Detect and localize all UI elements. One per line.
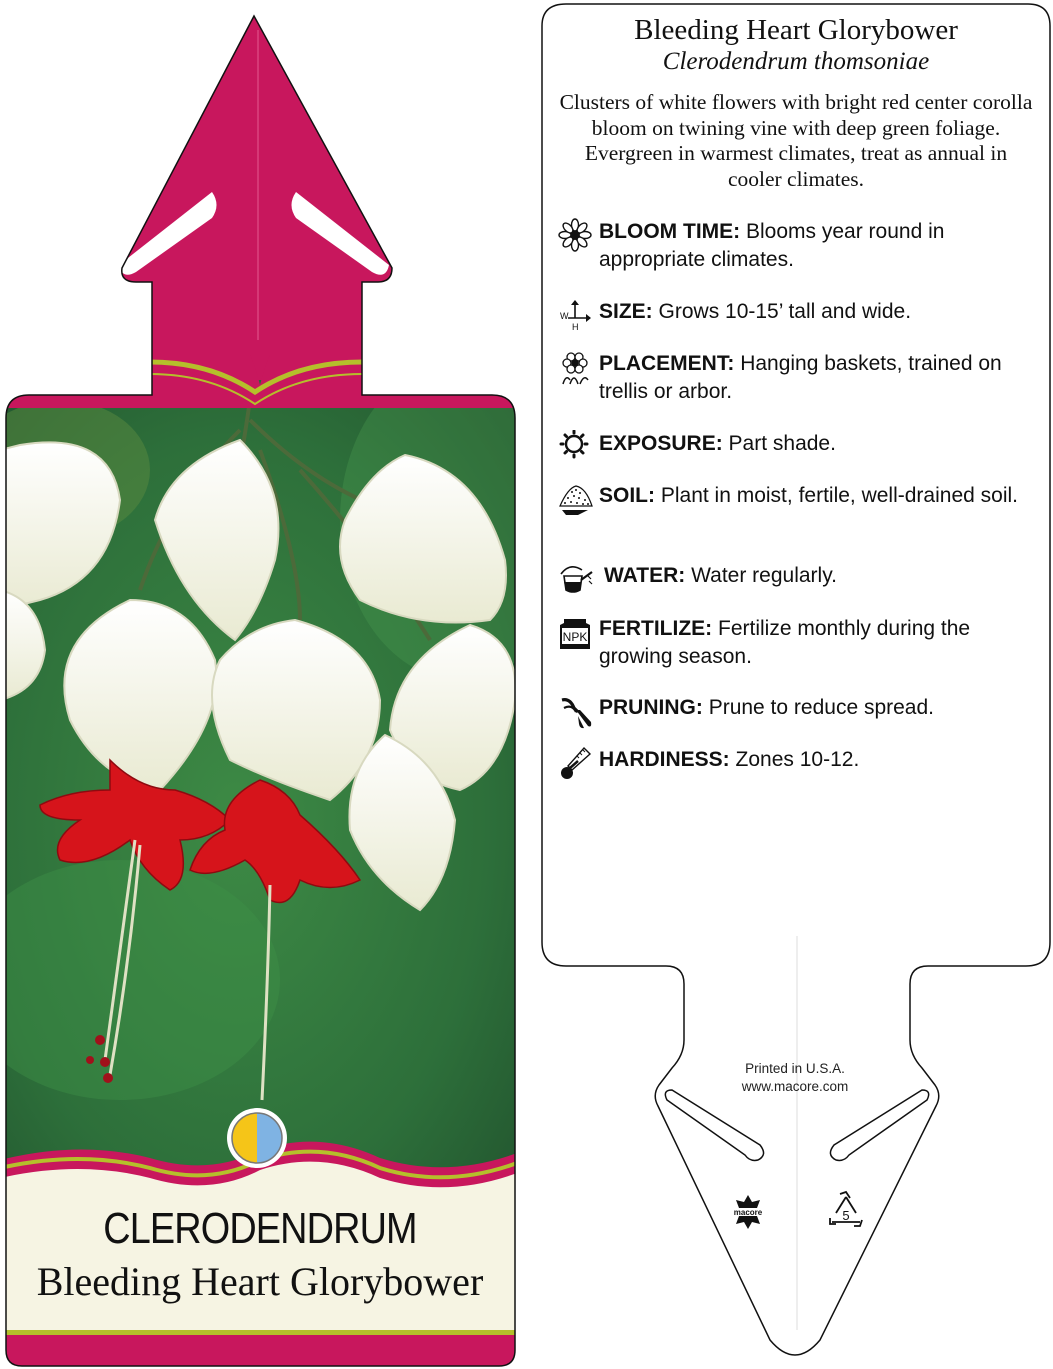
- part-shade-icon: [227, 1108, 287, 1168]
- svg-text:5: 5: [842, 1208, 850, 1223]
- attr-label: FERTILIZE:: [599, 617, 713, 640]
- attr-value: Fertilize monthly during the growing season.: [599, 617, 971, 668]
- genus-name: CLERODENDRUM: [103, 1204, 417, 1253]
- pruning-shears-icon: [558, 694, 594, 730]
- watering-can-icon: [558, 562, 594, 598]
- attr-value: Grows 10-15’ tall and wide.: [658, 300, 912, 323]
- soil-icon: [558, 482, 594, 518]
- botanical-name: Clerodendrum thomsoniae: [662, 48, 930, 75]
- svg-text:W: W: [560, 311, 569, 321]
- attr-label: WATER:: [604, 564, 686, 587]
- printed-in-usa: Printed in U.S.A.: [745, 1061, 845, 1076]
- back-tag: [525, 0, 1053, 1369]
- front-common-name: Bleeding Heart Glorybower: [36, 1259, 484, 1304]
- tag-header-pink: [0, 0, 525, 420]
- back-common-name: Bleeding Heart Glorybower: [634, 14, 958, 46]
- front-tag: [0, 0, 525, 1369]
- svg-text:macore: macore: [733, 1208, 763, 1217]
- fertilizer-icon: [558, 615, 594, 651]
- back-tag-outline: [542, 4, 1050, 1355]
- attr-value: Blooms year round in appropriate climates.: [599, 220, 945, 271]
- attr-value: Hanging baskets, trained on trellis or arbor.: [599, 352, 1002, 403]
- attr-label: BLOOM TIME:: [599, 220, 741, 243]
- attr-label: HARDINESS:: [599, 748, 730, 771]
- attr-label: PLACEMENT:: [599, 352, 735, 375]
- attr-value: Zones 10-12.: [735, 748, 860, 771]
- svg-text:NPK: NPK: [562, 630, 588, 644]
- sun-icon: [558, 430, 594, 466]
- attr-label: PRUNING:: [599, 696, 703, 719]
- size-icon: [558, 298, 594, 334]
- website-link[interactable]: www.macore.com: [741, 1079, 849, 1094]
- attr-label: SOIL:: [599, 484, 655, 507]
- attr-value: Water regularly.: [691, 564, 837, 587]
- attr-value: Part shade.: [728, 432, 836, 455]
- svg-text:H: H: [572, 322, 579, 332]
- plant-description: Clusters of white flowers with bright red center corolla bloom on twining vine with deep green foliage. Evergreen in warmest climates, treat as annual in cooler climates.: [559, 90, 1033, 191]
- attr-value: Plant in moist, fertile, well-drained soil.: [660, 484, 1018, 507]
- attr-label: EXPOSURE:: [599, 432, 723, 455]
- attr-label: SIZE:: [599, 300, 653, 323]
- flower-icon: [558, 218, 594, 254]
- attr-value: Prune to reduce spread.: [708, 696, 934, 719]
- placement-icon: [558, 350, 594, 386]
- thermometer-icon: [558, 746, 594, 782]
